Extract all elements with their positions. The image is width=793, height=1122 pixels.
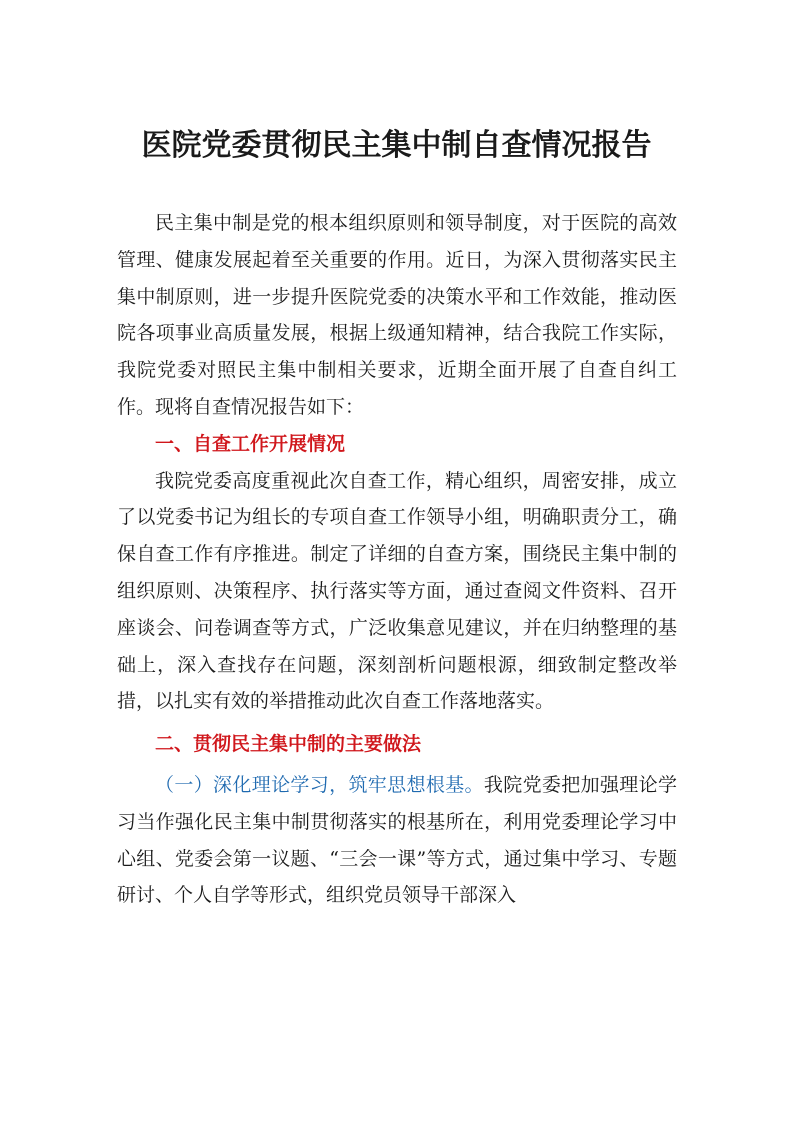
subsection-1-body: 我院党委把加强理论学习当作强化民主集中制贯彻落实的根基所在，利用党委理论学习中心组、党委会第一议题、“三会一课”等方式，通过集中学习、专题研讨、个人自学等形式，组织党员领导干部深入 [117, 773, 677, 907]
section-heading-2: 二、贯彻民主集中制的主要做法 [155, 733, 422, 756]
document-body [117, 205, 677, 914]
intro-paragraph: 民主集中制是党的根本组织原则和领导制度，对于医院的高效管理、健康发展起着至关重要的作用。近日，为深入贯彻落实民主集中制原则，进一步提升医院党委的决策水平和工作效能，推动医院各项事业高质量发展，根据上级通知精神，结合我院工作实际，我院党委对照民主集中制相关要求，近期全面开展了自查自纠工作。现将自查情况报告如下： [117, 212, 677, 418]
page-title: 医院党委贯彻民主集中制自查情况报告 [141, 128, 652, 163]
subsection-1-lead: （一）深化理论学习，筑牢思想根基。 [155, 773, 484, 796]
section-1-paragraph: 我院党委高度重视此次自查工作，精心组织，周密安排，成立了以党委书记为组长的专项自查工作领导小组，明确职责分工，确保自查工作有序推进。制定了详细的自查方案，围绕民主集中制的组织原则、决策程序、执行落实等方面，通过查阅文件资料、召开座谈会、问卷调查等方式，广泛收集意见建议，并在归纳整理的基础上，深入查找存在问题，深刻剖析问题根源，细致制定整改举措，以扎实有效的举措推动此次自查工作落地落实。 [117, 469, 677, 713]
section-heading-1: 一、自查工作开展情况 [155, 432, 346, 455]
subsection-1-paragraph [117, 767, 677, 914]
